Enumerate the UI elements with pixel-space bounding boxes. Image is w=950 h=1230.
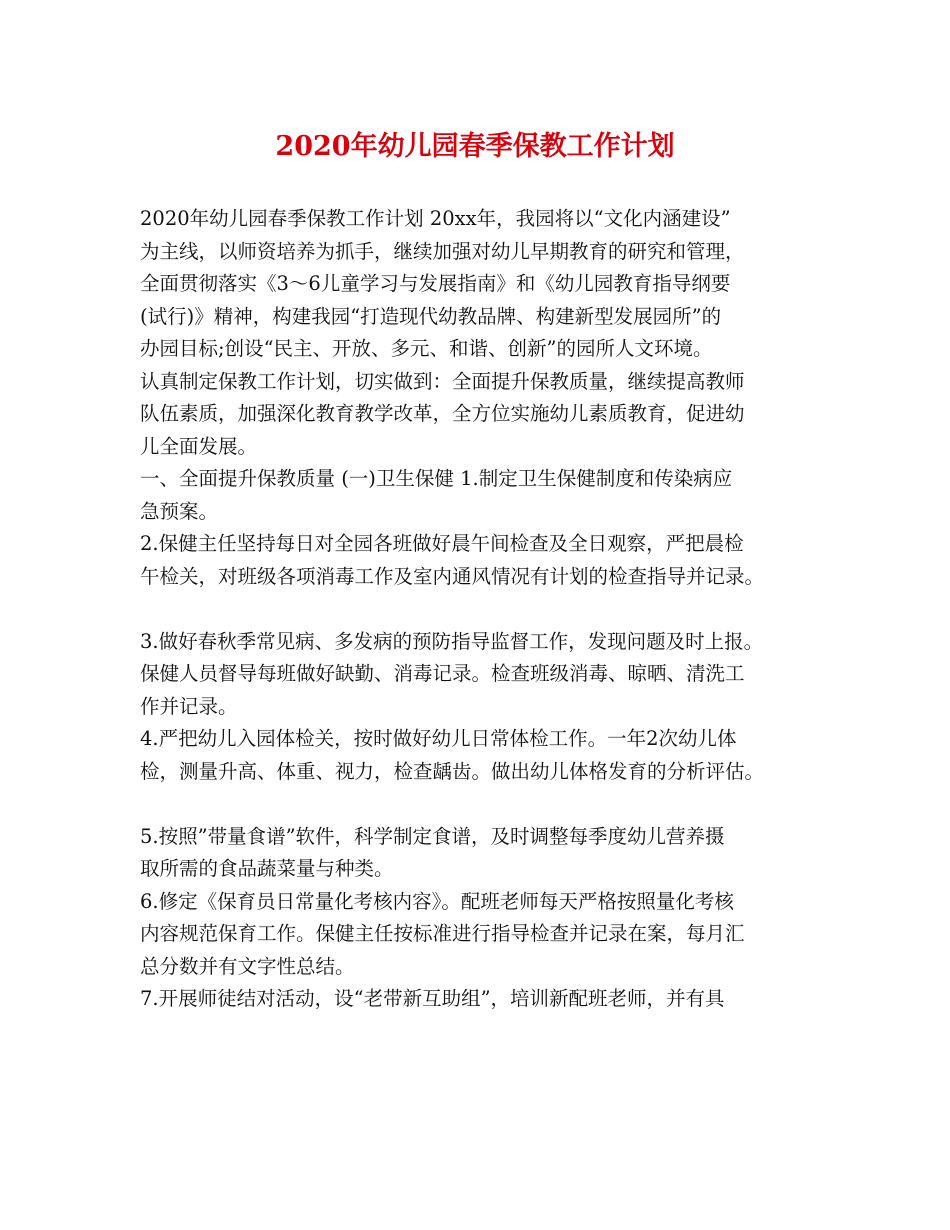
text-line: 一、全面提升保教质量 (一)卫生保健 1.制定卫生保健制度和传染病应 bbox=[140, 467, 733, 490]
paragraph-item-7 bbox=[140, 983, 830, 1016]
text-line: 4.严把幼儿入园体检关，按时做好幼儿日常体检工作。一年2次幼儿体 bbox=[140, 727, 737, 750]
text-line: 午检关，对班级各项消毒工作及室内通风情况有计划的检查指导并记录。 bbox=[140, 564, 765, 588]
text-line: 全面贯彻落实《3～6儿童学习与发展指南》和《幼儿园教育指导纲要 bbox=[140, 272, 731, 295]
paragraph-item-4 bbox=[140, 723, 830, 788]
text-line: (试行)》精神，构建我园“打造现代幼教品牌、构建新型发展园所”的 bbox=[140, 304, 722, 328]
paragraph-item-2 bbox=[140, 528, 830, 593]
paragraph-item-5 bbox=[140, 821, 830, 886]
text-line: 总分数并有文字性总结。 bbox=[140, 954, 355, 978]
text-line: 儿全面发展。 bbox=[140, 434, 258, 458]
text-line: 6.修定《保育员日常量化考核内容》。配班老师每天严格按照量化考核 bbox=[140, 889, 734, 913]
text-line: 取所需的食品蔬菜量与种类。 bbox=[140, 857, 394, 880]
text-line: 队伍素质，加强深化教育教学改革，全方位实施幼儿素质教育，促进幼 bbox=[140, 402, 745, 425]
text-line: 3.做好春秋季常见病、多发病的预防指导监督工作，发现问题及时上报。 bbox=[140, 629, 764, 653]
document-title: 2020年幼儿园春季保教工作计划 bbox=[275, 131, 675, 162]
text-line: 急预案。 bbox=[140, 499, 219, 523]
text-line: 检，测量升高、体重、视力，检查龋齿。做出幼儿体格发育的分析评估。 bbox=[140, 759, 765, 783]
text-line: 内容规范保育工作。保健主任按标准进行指导检查并记录在案，每月汇 bbox=[140, 922, 745, 945]
text-line: 保健人员督导每班做好缺勤、消毒记录。检查班级消毒、晾晒、清洗工 bbox=[140, 662, 745, 685]
paragraph-intro bbox=[140, 203, 830, 463]
paragraph-item-3 bbox=[140, 626, 830, 724]
paragraph-section-1 bbox=[140, 463, 830, 528]
text-line: 认真制定保教工作计划，切实做到：全面提升保教质量，继续提高教师 bbox=[140, 369, 745, 393]
document-body bbox=[140, 203, 830, 1016]
text-line: 2.保健主任坚持每日对全园各班做好晨午间检查及全日观察，严把晨检 bbox=[140, 532, 744, 555]
text-line: 5.按照”带量食谱”软件，科学制定食谱，及时调整每季度幼儿营养摄 bbox=[140, 824, 725, 848]
text-line: 作并记录。 bbox=[140, 694, 238, 718]
paragraph-item-6 bbox=[140, 886, 830, 984]
text-line: 为主线，以师资培养为抓手，继续加强对幼儿早期教育的研究和管理， bbox=[140, 239, 745, 263]
text-line: 7.开展师徒结对活动，设“老带新互助组”，培训新配班老师，并有具 bbox=[140, 987, 725, 1010]
text-line: 办园目标;创设“民主、开放、多元、和谐、创新”的园所人文环境。 bbox=[140, 337, 713, 360]
text-line: 2020年幼儿园春季保教工作计划 20xx年，我园将以“文化内涵建设” bbox=[140, 207, 731, 230]
